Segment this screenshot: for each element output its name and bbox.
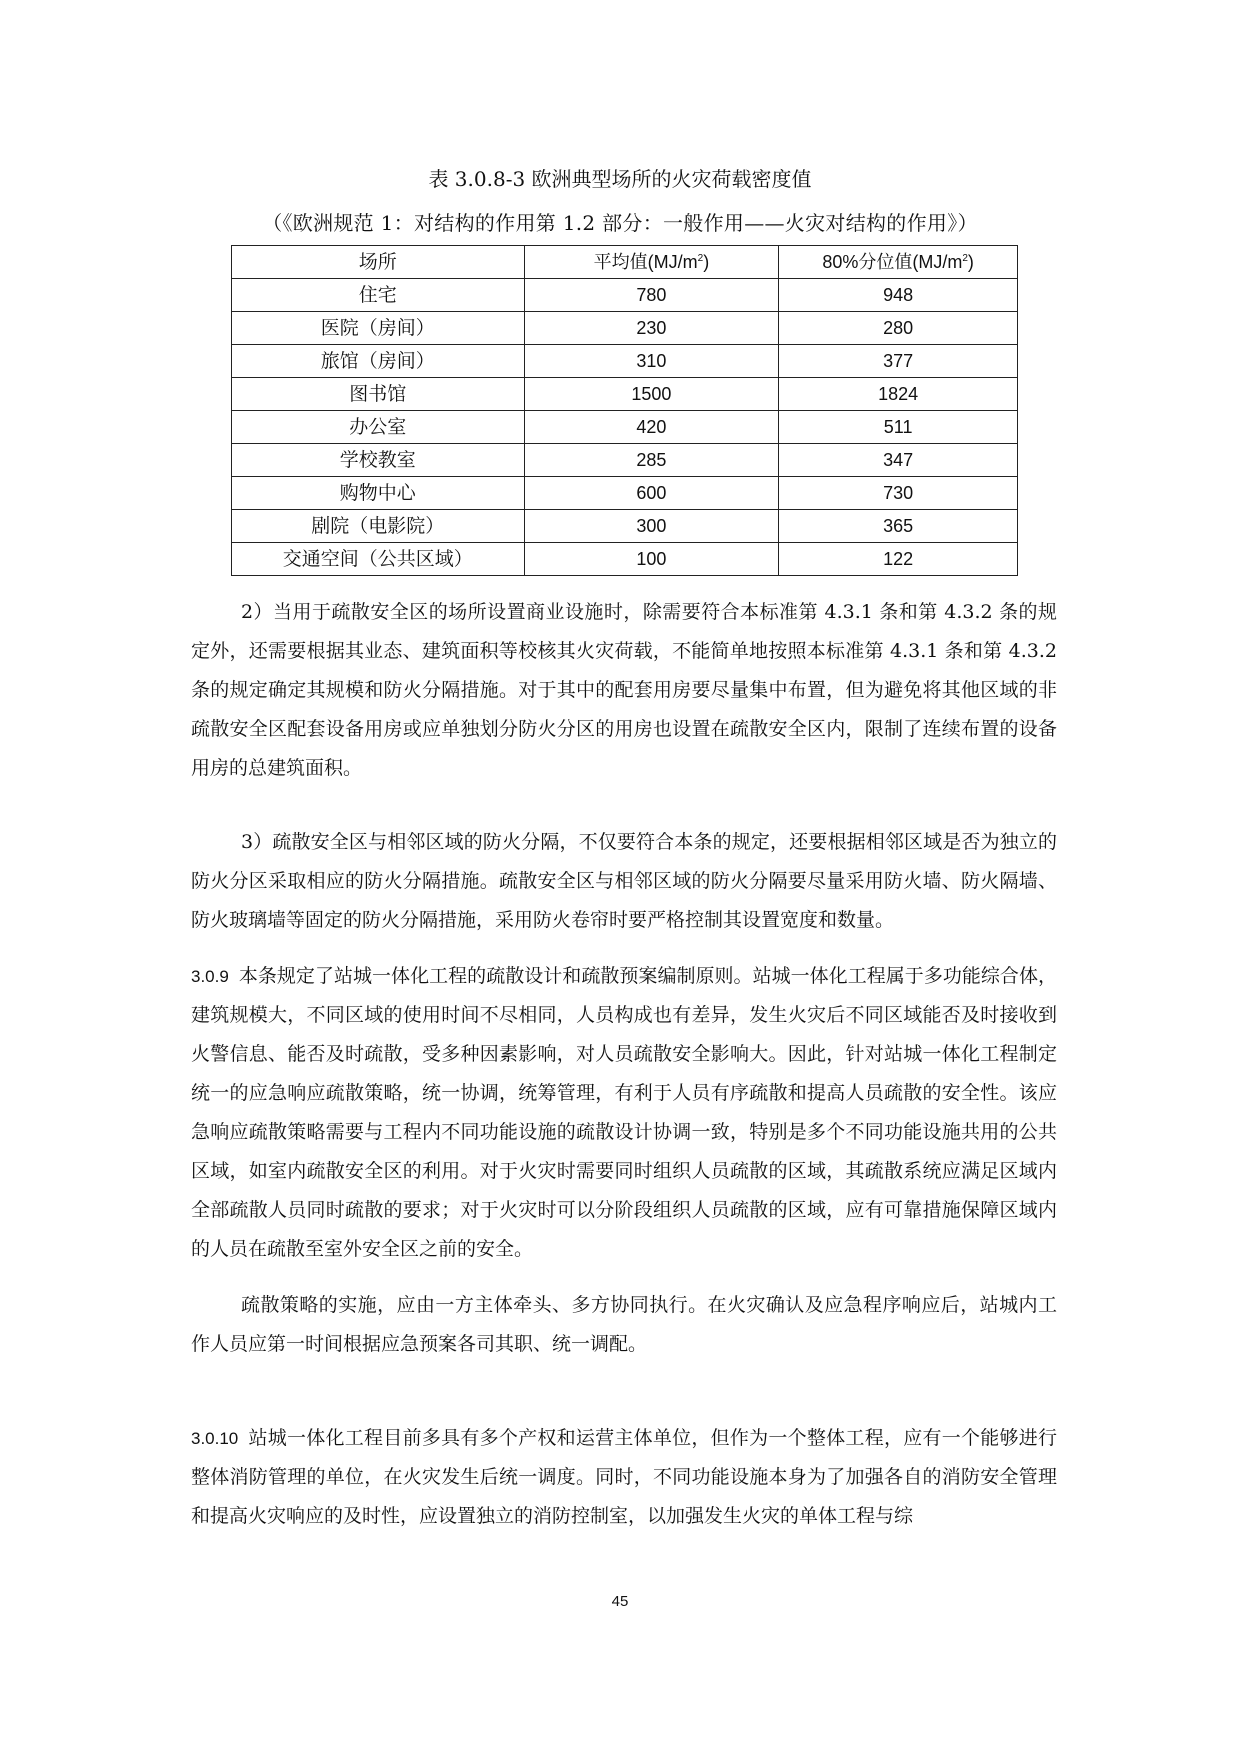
cell-p80: 948 xyxy=(779,279,1018,312)
header-mean xyxy=(524,246,779,279)
cell-place: 旅馆（房间） xyxy=(232,345,525,378)
clause-text: 本条规定了站城一体化工程的疏散设计和疏散预案编制原则。站城一体化工程属于多功能综合体，建筑规模大，不同区域的使用时间不尽相同，人员构成也有差异，发生火灾后不同区域能否及时接收到火警信息、能否及时疏散，受多种因素影响，对人员疏散安全影响大。因此，针对站城一体化工程制定统一的应急响应疏散策略，统一协调，统筹管理，有利于人员有序疏散和提高人员疏散的安全性。该应急响应疏散策略需要与工程内不同功能设施的疏散设计协调一致，特别是多个不同功能设施共用的公共区域，如室内疏散安全区的利用。对于火灾时需要同时组织人员疏散的区域，其疏散系统应满足区域内全部疏散人员同时疏散的要求；对于火灾时可以分阶段组织人员疏散的区域，应有可靠措施保障区域内的人员在疏散至室外安全区之前的安全。 xyxy=(191,965,1057,1260)
table-header-row xyxy=(232,246,1018,279)
cell-p80: 347 xyxy=(779,444,1018,477)
cell-mean: 600 xyxy=(524,477,779,510)
paragraph-evacuation-strategy: 疏散策略的实施，应由一方主体牵头、多方协同执行。在火灾确认及应急程序响应后，站城内工作人员应第一时间根据应急预案各司其职、统一调配。 xyxy=(191,1294,1057,1355)
header-p80 xyxy=(779,246,1018,279)
cell-mean: 285 xyxy=(524,444,779,477)
clause-3-0-9 xyxy=(191,957,1057,1269)
cell-place: 交通空间（公共区域） xyxy=(232,543,525,576)
table-row xyxy=(232,411,1018,444)
cell-mean: 300 xyxy=(524,510,779,543)
clause-number: 3.0.10 xyxy=(191,1429,239,1448)
cell-place: 图书馆 xyxy=(232,378,525,411)
table-row xyxy=(232,312,1018,345)
clause-number: 3.0.9 xyxy=(191,967,229,986)
cell-p80: 511 xyxy=(779,411,1018,444)
header-place: 场所 xyxy=(232,246,525,279)
cell-mean: 1500 xyxy=(524,378,779,411)
header-p80-text: 80%分位值(MJ/m xyxy=(822,252,963,272)
cell-place: 办公室 xyxy=(232,411,525,444)
cell-place: 购物中心 xyxy=(232,477,525,510)
cell-mean: 420 xyxy=(524,411,779,444)
header-mean-close: ) xyxy=(703,252,710,272)
header-p80-close: ) xyxy=(967,252,974,272)
table-row xyxy=(232,378,1018,411)
cell-p80: 377 xyxy=(779,345,1018,378)
table-row xyxy=(232,279,1018,312)
fire-load-table xyxy=(231,245,1018,576)
page-number: 45 xyxy=(611,1593,629,1610)
cell-p80: 280 xyxy=(779,312,1018,345)
paragraph-commercial-facilities: 2）当用于疏散安全区的场所设置商业设施时，除需要符合本标准第 4.3.1 条和第 4.3.2 条的规定外，还需要根据其业态、建筑面积等校核其火灾荷载，不能简单地按照本标准第 4.3.1 条和第 4.3.2 条的规定确定其规模和防火分隔措施。对于其中的配套用房要尽量集中布置，但为避免将其他区域的非疏散安全区配套设备用房或应单独划分防火分区的用房也设置在疏散安全区内，限制了连续布置的设备用房的总建筑面积。 xyxy=(191,601,1057,779)
table-caption: 表 3.0.8-3 欧洲典型场所的火灾荷载密度值 xyxy=(428,167,812,191)
cell-p80: 1824 xyxy=(779,378,1018,411)
cell-p80: 730 xyxy=(779,477,1018,510)
cell-mean: 100 xyxy=(524,543,779,576)
table-row xyxy=(232,345,1018,378)
cell-place: 医院（房间） xyxy=(232,312,525,345)
clause-text: 站城一体化工程目前多具有多个产权和运营主体单位，但作为一个整体工程，应有一个能够进行整体消防管理的单位，在火灾发生后统一调度。同时，不同功能设施本身为了加强各自的消防安全管理和提高火灾响应的及时性，应设置独立的消防控制室，以加强发生火灾的单体工程与综 xyxy=(191,1427,1057,1527)
header-mean-exp: 2 xyxy=(697,253,704,264)
cell-place: 学校教室 xyxy=(232,444,525,477)
cell-p80: 122 xyxy=(779,543,1018,576)
table-source: （《欧洲规范 1：对结构的作用第 1.2 部分：一般作用——火灾对结构的作用》） xyxy=(262,211,978,235)
cell-place: 剧院（电影院） xyxy=(232,510,525,543)
header-mean-text: 平均值(MJ/m xyxy=(593,252,698,272)
table-row xyxy=(232,510,1018,543)
cell-place: 住宅 xyxy=(232,279,525,312)
paragraph-fire-separation: 3）疏散安全区与相邻区域的防火分隔，不仅要符合本条的规定，还要根据相邻区域是否为独立的防火分区采取相应的防火分隔措施。疏散安全区与相邻区域的防火分隔要尽量采用防火墙、防火隔墙、防火玻璃墙等固定的防火分隔措施，采用防火卷帘时要严格控制其设置宽度和数量。 xyxy=(191,831,1057,931)
table-row xyxy=(232,444,1018,477)
header-p80-exp: 2 xyxy=(962,253,968,264)
cell-mean: 230 xyxy=(524,312,779,345)
cell-mean: 310 xyxy=(524,345,779,378)
clause-3-0-10 xyxy=(191,1419,1057,1536)
cell-p80: 365 xyxy=(779,510,1018,543)
table-row xyxy=(232,477,1018,510)
cell-mean: 780 xyxy=(524,279,779,312)
table-row xyxy=(232,543,1018,576)
